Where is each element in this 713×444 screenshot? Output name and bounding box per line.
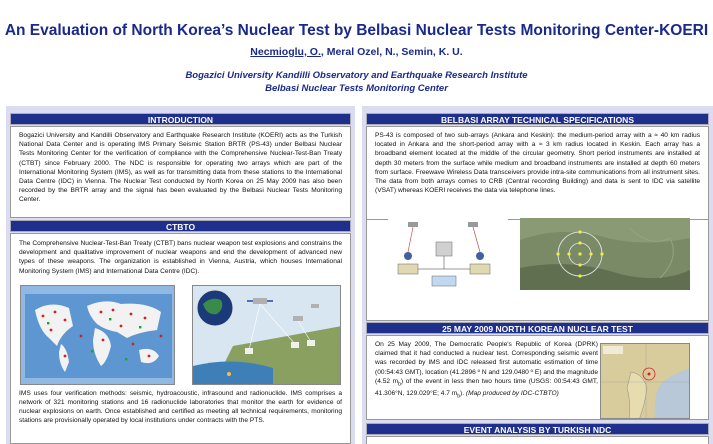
north-korea-event-map	[600, 343, 690, 419]
poster-header	[0, 0, 713, 100]
ims-world-map-image	[20, 285, 175, 385]
event-analysis-box	[366, 436, 709, 444]
array-satellite-photo	[520, 218, 690, 290]
poster-title: An Evaluation of North Korea’s Nuclear Test by Belbasi Nuclear Tests Monitoring Center-KOERI	[4, 22, 709, 39]
introduction-heading: INTRODUCTION	[10, 113, 351, 125]
first-author: Necmioglu, O.	[250, 46, 321, 58]
nk-test-sub-2: b	[457, 393, 461, 400]
belbasi-heading: BELBASI ARRAY TECHNICAL SPECIFICATIONS	[366, 113, 709, 125]
nk-test-sub-1: b	[398, 381, 401, 388]
ims-system-illustration	[192, 285, 341, 385]
poster-authors	[0, 46, 713, 58]
nk-test-heading: 25 MAY 2009 NORTH KOREAN NUCLEAR TEST	[366, 322, 709, 334]
nk-test-text-c: ).	[460, 390, 466, 398]
array-communication-diagram	[388, 218, 508, 290]
event-analysis-heading: EVENT ANALYSIS BY TURKISH NDC	[366, 423, 709, 435]
nk-test-text-b: ) of the event in less then two hours time (USGS: 00:54:43 GMT, 41.306°N, 129.029°E; 4.7 m	[375, 377, 599, 398]
introduction-text: Bogazici University and Kandilli Observatory and Earthquake Research Institute (KOERI) acts as the Turkish National Data Center and is operating IMS Primary Seismic Station BRTR (PS-43) under Belbasi Nuclear Tests Monitoring Center for the verification of compliance with the Comprehensive Nuclear-Test-Ban Treaty (CTBT) since February 2000. The NDC is responsible for operating two arrays which are part of the International Monitoring System (IMS), as well as for transmitting data from these stations to the International Data Centre (IDC) in Vienna. The Nuclear Test conducted by North Korea on 25 May 2009 has also been recorded by the BRTR array and the signal has been evaluated by the Belbasi Nuclear Tests Monitoring Center.	[10, 126, 351, 218]
affiliation-university: Bogazici University Kandilli Observatory and Earthquake Research Institute	[185, 70, 528, 81]
nk-test-text-a: On 25 May 2009, The Democratic People's Republic of Korea (DPRK) claimed that it had conducted a nuclear test. Corresponding seismic event was recorded by IMS and IDC released first automatic estimation of time (00:54:43 GMT), location (41.2896 º N and 129.0480 º E) and the magnitude (4.52 m	[375, 341, 598, 385]
belbasi-text: PS-43 is composed of two sub-arrays (Ankara and Keskin): the medium-period array with a ≈ 40 km radius located in Ankara and the short-period array with a ≈ 3 km radius located in Keskin. Each array has a broadband element located at the middle of the circular geometry. Short period instruments are installed at depth 30 meters from the surface while medium and broadband instruments are installed at depth 60 meters from surface. Freewave Wireless Data transceivers provide intra-site communications from all instrument sites. The data from both arrays comes to CRB (Central recording Building) and data is sent to IDC via satellite (VSAT) whereas KOERI receives the data via telephone lines.	[366, 126, 709, 220]
nk-test-map-note: (Map produced by IDC-CTBTO)	[465, 390, 559, 398]
ctbto-text: The Comprehensive Nuclear-Test-Ban Treaty (CTBT) bans nuclear weapon test explosions and constrains the development and qualitative improvement of nuclear weapons and end the development of advanced new types of these weapons. The organization is established in Vienna, Austria, which houses International Monitoring System (IMS) and International Data Centre (IDC).	[19, 240, 342, 275]
other-authors: , Meral Ozel, N., Semin, K. U.	[320, 46, 463, 58]
affiliation-center: Belbasi Nuclear Tests Monitoring Center	[265, 83, 448, 94]
ctbto-heading: CTBTO	[10, 220, 351, 232]
ctbto-text-2: IMS uses four verification methods: seismic, hydroacoustic, infrasound and radionuclide. IMS comprises a network of 321 monitoring stations and 16 radionuclide laboratories that monitor the earth for evidence of nuclear explosions on earth. Once established and certified as meeting all technical requirements, monitoring stations are provisionally operated by local institutions under contracts with the PTS.	[19, 389, 342, 425]
